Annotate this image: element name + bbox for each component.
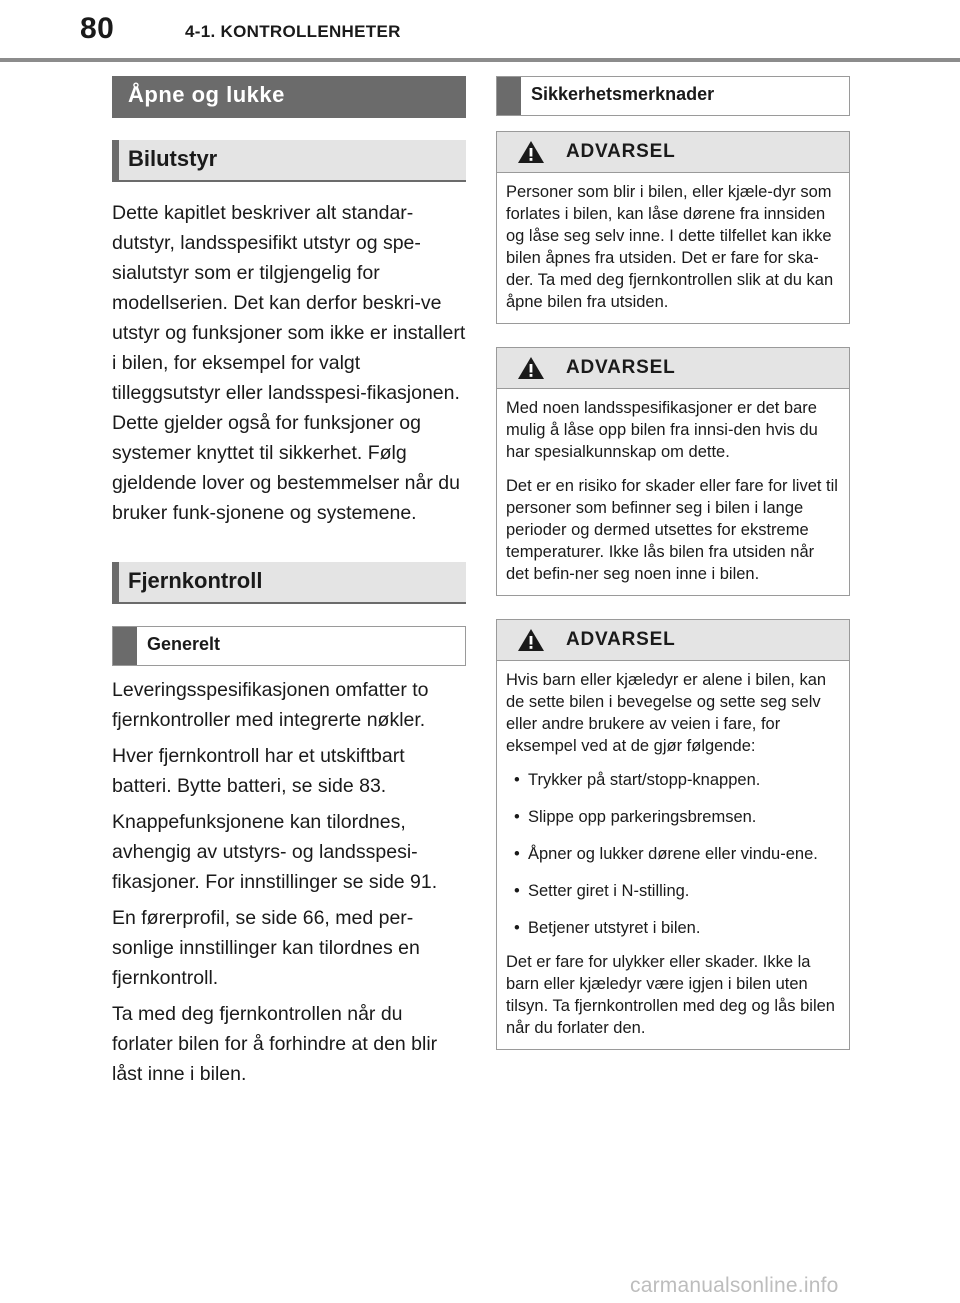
paragraph: Ta med deg fjernkontrollen når du forlater bilen for å forhindre at den blir låst inne i bilen. xyxy=(112,1003,438,1085)
warning-header xyxy=(497,620,849,661)
warning-bullet-list xyxy=(506,769,839,939)
warning-text: Personer som blir i bilen, eller kjæle-dyr som forlates i bilen, kan låse dørene fra innsiden og låse seg selv inne. I dette tilfellet kan ikke bilen åpnes fra utsiden. Det er fare for ska-der. Ta med deg fjernkontrollen slik at du kan åpne bilen fra utsiden. xyxy=(506,183,834,311)
subheading-generelt: Generelt xyxy=(112,626,466,666)
warning-body xyxy=(497,173,849,323)
page-number: 80 xyxy=(80,12,115,45)
chapter-title: 4-1. KONTROLLENHETER xyxy=(185,22,401,41)
paragraph: En førerprofil, se side 66, med per-sonlige innstillinger kan tilordnes en fjernkontroll. xyxy=(112,907,420,989)
warning-text: Det er en risiko for skader eller fare for livet til personer som befinner seg i bilen i lange perioder og dermed utsettes for ekstreme temperaturer. Ikke lås bilen fra utsiden når det befin-ner seg noen inne i bilen. xyxy=(506,477,838,583)
header-rule xyxy=(0,58,960,62)
list-item: • Trykker på start/stopp-knappen. xyxy=(506,769,839,791)
bilutstyr-text xyxy=(112,198,466,528)
subsection-title-fjernkontroll: Fjernkontroll xyxy=(112,562,466,604)
paragraph: Knappefunksjonene kan tilordnes, avhengig av utstyrs- og landsspesi-fikasjoner. For innstillinger se side 91. xyxy=(112,811,438,893)
left-column xyxy=(112,76,466,1089)
list-item: • Betjener utstyret i bilen. xyxy=(506,917,839,939)
right-column xyxy=(496,76,850,1050)
list-item: • Slippe opp parkeringsbremsen. xyxy=(506,806,839,828)
warning-body xyxy=(497,661,849,1049)
warning-header xyxy=(497,132,849,173)
paragraph: Leveringsspesifikasjonen omfatter to fjernkontroller med integrerte nøkler. xyxy=(112,679,429,731)
warning-box-3 xyxy=(496,619,850,1050)
subsection-title-bilutstyr: Bilutstyr xyxy=(112,140,466,182)
section-title: Åpne og lukke xyxy=(112,76,466,118)
warning-header xyxy=(497,348,849,389)
warning-title: ADVARSEL xyxy=(566,141,676,162)
fjernkontroll-text xyxy=(112,675,466,1089)
watermark: carmanualsonline.info xyxy=(630,1274,839,1297)
warning-title: ADVARSEL xyxy=(566,357,676,378)
warning-triangle-icon xyxy=(517,356,545,380)
paragraph: Dette kapitlet beskriver alt standar-dutstyr, landsspesifikt utstyr og spe-sialutstyr som er tilgjengelig for modellserien. Det kan derfor beskri-ve utstyr og funksjoner som ikke er installert i bilen, for eksempel for valgt tilleggsutstyr eller landsspesi-fikasjonen. Dette gjelder også for funksjoner og systemer knyttet til sikkerhet. Følg gjeldende lover og bestemmelser når du bruker funk-sjonene og systemene. xyxy=(112,202,466,524)
warning-text: Det er fare for ulykker eller skader. Ikke la barn eller kjæledyr være igjen i bilen uten tilsyn. Ta fjernkontrollen med deg og lås bilen når du forlater den. xyxy=(506,953,835,1037)
page-header xyxy=(0,0,960,62)
list-item: • Setter giret i N-stilling. xyxy=(506,880,839,902)
warning-text: Med noen landsspesifikasjoner er det bare mulig å låse opp bilen fra innsi-den hvis du har spesialkunnskap om dette. xyxy=(506,399,818,461)
warning-title: ADVARSEL xyxy=(566,629,676,650)
warning-triangle-icon xyxy=(517,628,545,652)
warning-triangle-icon xyxy=(517,140,545,164)
warning-box-1 xyxy=(496,131,850,324)
paragraph: Hver fjernkontroll har et utskiftbart batteri. Bytte batteri, se side 83. xyxy=(112,745,405,797)
warning-body xyxy=(497,389,849,595)
warning-box-2 xyxy=(496,347,850,596)
warning-text: Hvis barn eller kjæledyr er alene i bilen, kan de sette bilen i bevegelse og sette seg selv eller andre brukere av veien i fare, for eksempel ved at de gjør følgende: xyxy=(506,671,827,755)
subheading-sikkerhetsmerknader: Sikkerhetsmerknader xyxy=(496,76,850,116)
list-item: • Åpner og lukker dørene eller vindu-ene. xyxy=(506,843,839,865)
